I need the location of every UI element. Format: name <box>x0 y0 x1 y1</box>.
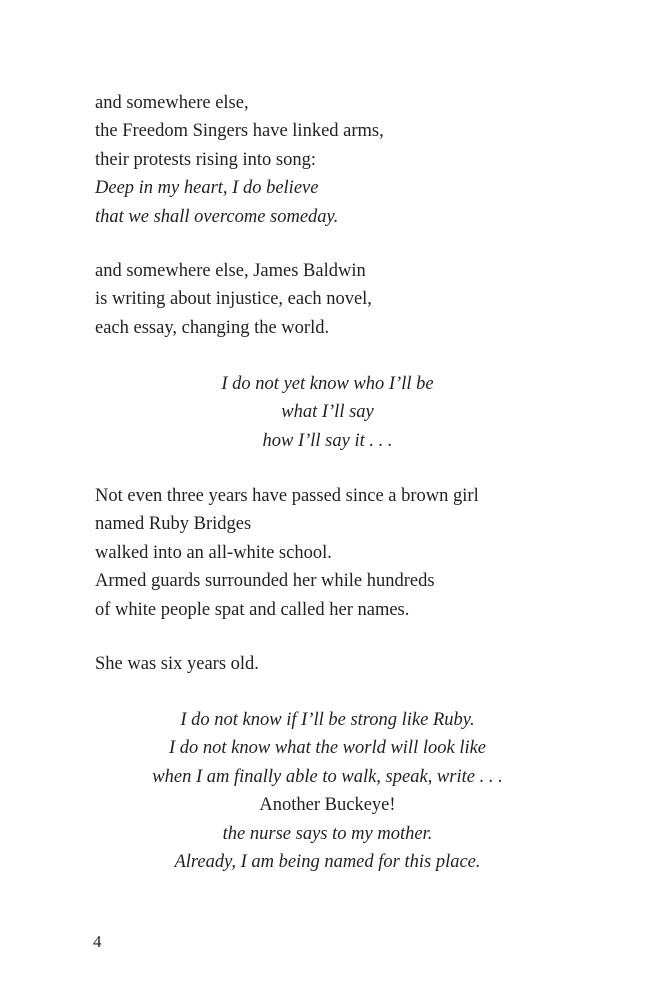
stanza-freedom-singers <box>95 89 384 231</box>
poem-line: and somewhere else, James Baldwin <box>95 261 366 281</box>
poem-line: the nurse says to my mother. <box>222 823 433 844</box>
poem-line: Not even three years have passed since a brown girl <box>95 486 479 506</box>
poem-line: the Freedom Singers have linked arms, <box>95 121 384 142</box>
poem-line: how I’ll say it . . . <box>262 430 393 451</box>
poem-line: is writing about injustice, each novel, <box>95 289 372 310</box>
poem-line: named Ruby Bridges <box>95 514 252 535</box>
poem-line: their protests rising into song: <box>95 149 316 170</box>
poem-line: Already, I am being named for this place. <box>174 851 481 872</box>
stanza-another-buckeye <box>0 706 655 876</box>
poem-line: I do not know what the world will look like <box>168 738 487 759</box>
poem-line: what I’ll say <box>281 402 374 423</box>
stanza-six-years-old <box>95 650 259 678</box>
poem-line: Armed guards surrounded her while hundreds <box>95 571 435 592</box>
poem-line: She was six years old. <box>95 654 259 674</box>
stanza-ruby-bridges <box>95 482 479 624</box>
poem-line: walked into an all-white school. <box>95 542 332 563</box>
page-number: 4 <box>93 932 102 951</box>
stanza-james-baldwin <box>95 257 372 342</box>
poem-line: and somewhere else, <box>95 93 249 113</box>
poem-line: I do not yet know who I’ll be <box>221 374 434 394</box>
poem-line: I do not know if I’ll be strong like Ruby. <box>180 710 475 730</box>
poem-line: each essay, changing the world. <box>95 317 330 338</box>
song-lyric-line: that we shall overcome someday. <box>95 206 339 227</box>
poem-line: when I am finally able to walk, speak, write . . . <box>152 766 503 787</box>
poem-line: of white people spat and called her names. <box>95 599 410 620</box>
poem-line-dialogue: Another Buckeye! <box>259 795 396 816</box>
song-lyric-line: Deep in my heart, I do believe <box>95 178 319 199</box>
stanza-who-ill-be <box>0 370 655 455</box>
